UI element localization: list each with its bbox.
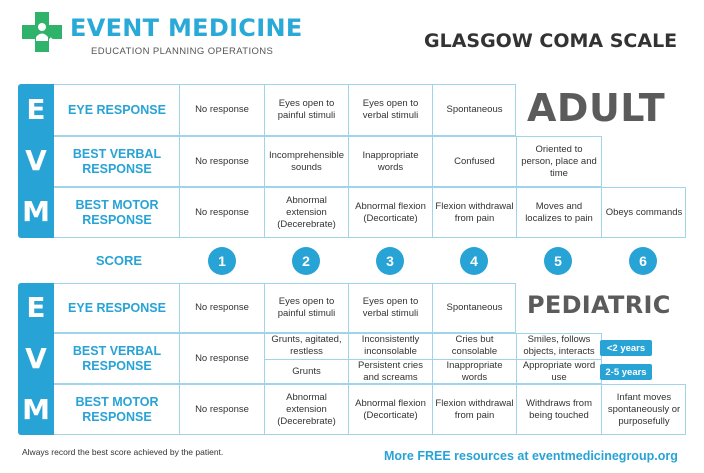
ped-verbal-2to5-score-2: Grunts	[292, 366, 321, 377]
adult-motor-score-2: Abnormal extension (Decerebrate)	[277, 194, 336, 230]
letter-e: E	[26, 291, 46, 324]
ped-motor-score-6: Infant moves spontaneously or purposefully	[607, 391, 681, 427]
ped-verbal-under2-score-5: Smiles, follows objects, interacts	[523, 334, 595, 357]
age-tag-2-to-5: 2-5 years	[600, 364, 652, 380]
adult-motor-label: BEST MOTOR RESPONSE	[75, 197, 159, 227]
logo-subtitle: EDUCATION PLANNING OPERATIONS	[91, 46, 274, 57]
event-medicine-logo	[16, 8, 303, 58]
adult-motor-score-3: Abnormal flexion (Decorticate)	[355, 200, 426, 224]
score-circle-4: 4	[460, 247, 488, 275]
ped-verbal-under2-score-3: Inconsistently inconsolable	[361, 334, 420, 357]
letter-v: V	[25, 342, 47, 375]
adult-verbal-score-2: Incomprehensible sounds	[269, 149, 344, 173]
ped-verbal-2to5-score-3: Persistent cries and screams	[358, 360, 423, 383]
ped-eye-score-1: No response	[195, 302, 249, 313]
adult-motor-score-5: Moves and localizes to pain	[525, 200, 593, 224]
medical-cross-logo-icon	[20, 10, 64, 54]
ped-motor-score-1: No response	[195, 403, 249, 415]
adult-verbal-score-5: Oriented to person, place and time	[521, 143, 597, 179]
logo-title: EVENT MEDICINE	[70, 14, 303, 42]
letter-m: M	[22, 195, 50, 228]
ped-motor-score-3: Abnormal flexion (Decorticate)	[355, 397, 426, 421]
pediatric-letter-bar	[18, 283, 54, 435]
score-circle-5: 5	[544, 247, 572, 275]
footnote: Always record the best score achieved by the patient.	[22, 447, 224, 457]
score-circle-2: 2	[292, 247, 320, 275]
adult-motor-score-4: Flexion withdrawal from pain	[435, 200, 514, 224]
ped-eye-score-3: Eyes open to verbal stimuli	[362, 296, 419, 319]
ped-motor-label: BEST MOTOR RESPONSE	[75, 394, 159, 424]
adult-motor-score-1: No response	[195, 206, 249, 218]
adult-letter-bar	[18, 84, 54, 238]
score-circle-3: 3	[376, 247, 404, 275]
adult-eye-score-2: Eyes open to painful stimuli	[277, 98, 336, 121]
ped-verbal-2to5-score-4: Inappropriate words	[446, 360, 503, 383]
adult-eye-score-4: Spontaneous	[446, 104, 503, 115]
ped-motor-score-4: Flexion withdrawal from pain	[435, 397, 514, 421]
adult-motor-score-6: Obeys commands	[605, 206, 683, 218]
adult-verbal-score-1: No response	[195, 155, 249, 167]
page-title: GLASGOW COMA SCALE	[424, 30, 678, 52]
ped-verbal-label: BEST VERBAL RESPONSE	[72, 343, 162, 373]
adult-eye-score-1: No response	[195, 104, 249, 115]
ped-verbal-under2-score-2: Grunts, agitated, restless	[271, 334, 342, 357]
ped-eye-score-4: Spontaneous	[446, 302, 503, 313]
score-label: SCORE	[95, 253, 143, 268]
adult-heading: ADULT	[527, 86, 666, 130]
ped-motor-score-2: Abnormal extension (Decerebrate)	[277, 391, 336, 427]
adult-verbal-score-3: Inappropriate words	[362, 149, 419, 173]
score-circle-6: 6	[629, 247, 657, 275]
letter-v: V	[25, 144, 47, 177]
letter-e: E	[26, 93, 46, 126]
ped-eye-score-2: Eyes open to painful stimuli	[277, 296, 336, 319]
ped-verbal-2to5-score-5: Appropriate word use	[522, 360, 596, 383]
score-circle-1: 1	[208, 247, 236, 275]
ped-motor-score-5: Withdraws from being touched	[526, 397, 592, 421]
adult-eye-score-3: Eyes open to verbal stimuli	[362, 98, 419, 121]
adult-verbal-score-4: Confused	[454, 155, 495, 167]
ped-verbal-under2-score-4: Cries but consolable	[451, 334, 498, 357]
adult-verbal-label: BEST VERBAL RESPONSE	[72, 146, 162, 176]
ped-eye-label: EYE RESPONSE	[68, 300, 166, 315]
letter-m: M	[22, 393, 50, 426]
ped-verbal-score-1: No response	[195, 352, 249, 364]
pediatric-heading: PEDIATRIC	[527, 291, 671, 319]
resources-link[interactable]: More FREE resources at eventmedicinegroup.org	[384, 449, 678, 463]
adult-eye-label: EYE RESPONSE	[68, 102, 166, 117]
age-tag-under-2: <2 years	[600, 340, 652, 356]
